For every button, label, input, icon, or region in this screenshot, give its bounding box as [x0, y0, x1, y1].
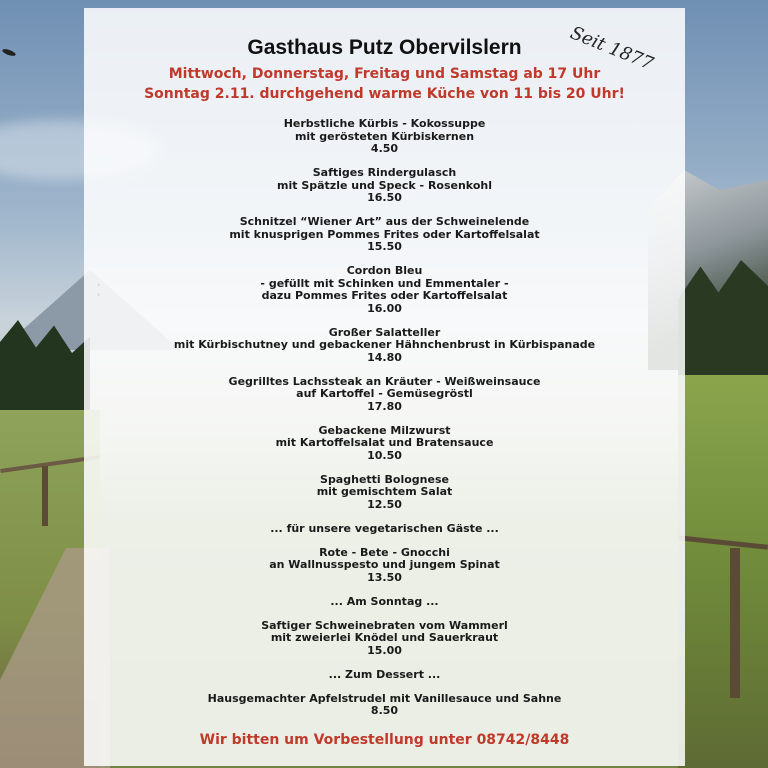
dish-name: Rote - Bete - Gnocchi — [319, 545, 450, 559]
menu-item — [84, 693, 685, 718]
dish-description: mit gerösteten Kürbiskernen — [294, 129, 475, 143]
dish-description: - gefüllt mit Schinken und Emmentaler - — [260, 276, 509, 290]
reservation-note: Wir bitten um Vorbestellung unter 08742/8448 — [199, 732, 570, 748]
dish-name: Schnitzel “Wiener Art” aus der Schweinelende — [239, 215, 530, 228]
menu-item — [84, 620, 685, 658]
dish-description: mit zweierlei Knödel und Sauerkraut — [270, 631, 499, 644]
menu-item — [84, 118, 685, 156]
opening-hours-sunday: Sonntag 2.11. durchgehend warme Küche von 11 bis 20 Uhr! — [144, 86, 625, 102]
fence-post-right — [730, 548, 740, 698]
dish-name: Gebackene Milzwurst — [318, 423, 451, 437]
menu-item — [84, 425, 685, 463]
dish-price: 15.50 — [367, 240, 402, 253]
dish-description: mit Kartoffelsalat und Bratensauce — [275, 436, 494, 449]
dish-description: mit gemischtem Salat — [316, 485, 453, 498]
dish-name: Hausgemachter Apfelstrudel mit Vanillesauce und Sahne — [207, 691, 562, 705]
dish-description: dazu Pommes Frites oder Kartoffelsalat — [261, 289, 508, 302]
dish-price: 17.80 — [367, 399, 402, 413]
dish-name: Gegrilltes Lachssteak an Kräuter - Weißweinsauce — [228, 374, 541, 388]
dish-description: auf Kartoffel - Gemüsegröstl — [296, 387, 473, 400]
bird-icon — [2, 48, 17, 57]
dish-name: Großer Salatteller — [328, 325, 441, 339]
dish-price: 15.00 — [367, 643, 402, 657]
section-sunday: ... Am Sonntag ... — [330, 594, 439, 608]
dish-price: 14.80 — [367, 350, 402, 364]
dish-description: an Wallnusspesto und jungem Spinat — [269, 558, 500, 571]
dish-description: mit Kürbischutney und gebackener Hähnchenbrust in Kürbispanade — [173, 338, 596, 351]
menu-item — [84, 265, 685, 315]
fence-post-left — [42, 466, 48, 526]
menu-item — [84, 216, 685, 254]
menu-item — [84, 167, 685, 205]
menu-item — [84, 474, 685, 512]
page-title: Gasthaus Putz Obervilslern — [247, 36, 522, 59]
section-vegetarian: ... für unsere vegetarischen Gäste ... — [270, 521, 499, 535]
dish-name: Spaghetti Bolognese — [320, 472, 449, 486]
opening-hours-weekdays: Mittwoch, Donnerstag, Freitag und Samstag ab 17 Uhr — [168, 66, 601, 82]
menu-item — [84, 327, 685, 365]
dish-name: Saftiges Rindergulasch — [312, 166, 457, 179]
menu-item — [84, 376, 685, 414]
dish-price: 16.00 — [367, 301, 402, 315]
meadow-right — [678, 375, 768, 768]
menu-card — [84, 8, 685, 766]
dish-price: 10.50 — [367, 448, 402, 462]
menu-list — [84, 118, 685, 729]
dish-price: 13.50 — [367, 570, 402, 584]
dish-name: Herbstliche Kürbis - Kokossuppe — [283, 117, 486, 130]
dish-price: 16.50 — [367, 191, 402, 204]
dish-description: mit knusprigen Pommes Frites oder Kartoffelsalat — [229, 227, 540, 241]
dish-name: Saftiger Schweinebraten vom Wammerl — [261, 618, 508, 632]
since-signature: Seit 1877 — [567, 22, 657, 75]
dish-name: Cordon Bleu — [346, 264, 423, 277]
dish-price: 8.50 — [370, 704, 399, 717]
section-dessert: ... Zum Dessert ... — [328, 667, 441, 681]
dish-price: 12.50 — [367, 497, 402, 511]
dish-description: mit Spätzle und Speck - Rosenkohl — [277, 178, 492, 192]
menu-item — [84, 547, 685, 585]
dish-price: 4.50 — [370, 142, 399, 155]
opening-hours — [84, 64, 685, 104]
